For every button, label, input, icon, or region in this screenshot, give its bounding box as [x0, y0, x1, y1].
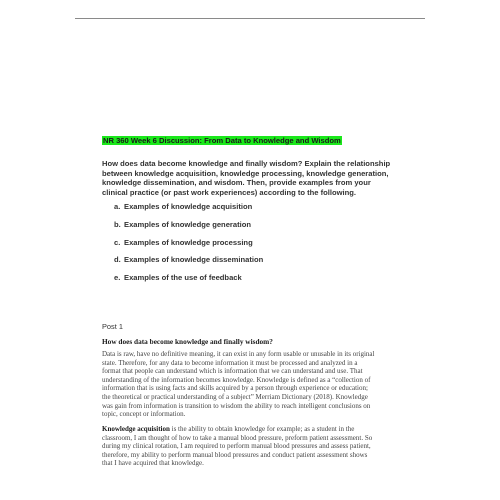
list-letter: a. [114, 202, 121, 211]
list-letter: d. [114, 255, 121, 264]
paragraph-knowledge-acquisition [102, 425, 407, 468]
list-item [114, 238, 253, 247]
list-item [114, 255, 263, 264]
list-item [114, 273, 242, 282]
list-letter: c. [114, 238, 121, 247]
paragraph-line: information that is using facts and skills acquired by a person through experience or education; [102, 384, 368, 393]
paragraph-line-rest: is the ability to obtain knowledge for example; as a student in the [169, 425, 355, 433]
discussion-prompt [102, 159, 402, 198]
paragraph-line: was gain from information is transition to wisdom the ability to reach intelligent conclusions on [102, 401, 371, 410]
prompt-line: How does data become knowledge and finally wisdom? Explain the relationship [102, 159, 391, 168]
top-rule [75, 18, 425, 19]
prompt-line: between knowledge acquisition, knowledge processing, knowledge generation, [102, 168, 389, 178]
list-item-text: Examples of the use of feedback [124, 273, 242, 282]
prompt-line: knowledge dissemination, and wisdom. Then, provide examples from your [102, 178, 371, 188]
paragraph-line: topic, concept or information. [102, 410, 186, 419]
post-label: Post 1 [102, 322, 123, 331]
paragraph-line: state. Therefore, for any data to become information it must be processed and analyzed in a [102, 358, 358, 367]
list-item [114, 202, 252, 211]
paragraph-data-to-wisdom [102, 350, 407, 419]
term-knowledge-acquisition: Knowledge acquisition [102, 425, 170, 433]
list-item [114, 220, 251, 229]
paragraph-line: the theoretical or practical understanding of a subject” Merriam Dictionary (2018). Knowledge [102, 392, 368, 401]
list-item-text: Examples of knowledge generation [124, 220, 252, 229]
prompt-line: clinical practice (or past work experiences) according to the following. [102, 188, 357, 198]
list-item-text: Examples of knowledge dissemination [124, 255, 264, 264]
list-letter: e. [114, 273, 121, 282]
paragraph-line: that I have acquired that knowledge. [102, 459, 204, 468]
list-item-text: Examples of knowledge processing [124, 238, 253, 247]
question-heading: How does data become knowledge and finally wisdom? [102, 337, 273, 346]
highlighted-title: NR 360 Week 6 Discussion: From Data to Knowledge and Wisdom [103, 136, 341, 145]
list-item-text: Examples of knowledge acquisition [124, 202, 253, 211]
paragraph-line: classroom, I am thought of how to take a manual blood pressure, preform patient assessment. So [102, 433, 373, 442]
paragraph-line: format that people can understand which is information that we can understand and use. That [102, 367, 363, 376]
list-letter: b. [114, 220, 121, 229]
paragraph-line: Data is raw, have no definitive meaning, it can exist in any form usable or unusable in its original [102, 350, 375, 358]
paragraph-line: during my clinical rotation, I am required to perform manual blood pressures and assess patient, [102, 442, 371, 451]
paragraph-line [102, 425, 407, 434]
paragraph-line: understanding of the information becomes knowledge. Knowledge is defined as a “collection of [102, 375, 371, 384]
paragraph-line: therefore, my ability to perform manual blood pressures and conduct patient assessment shows [102, 450, 368, 459]
